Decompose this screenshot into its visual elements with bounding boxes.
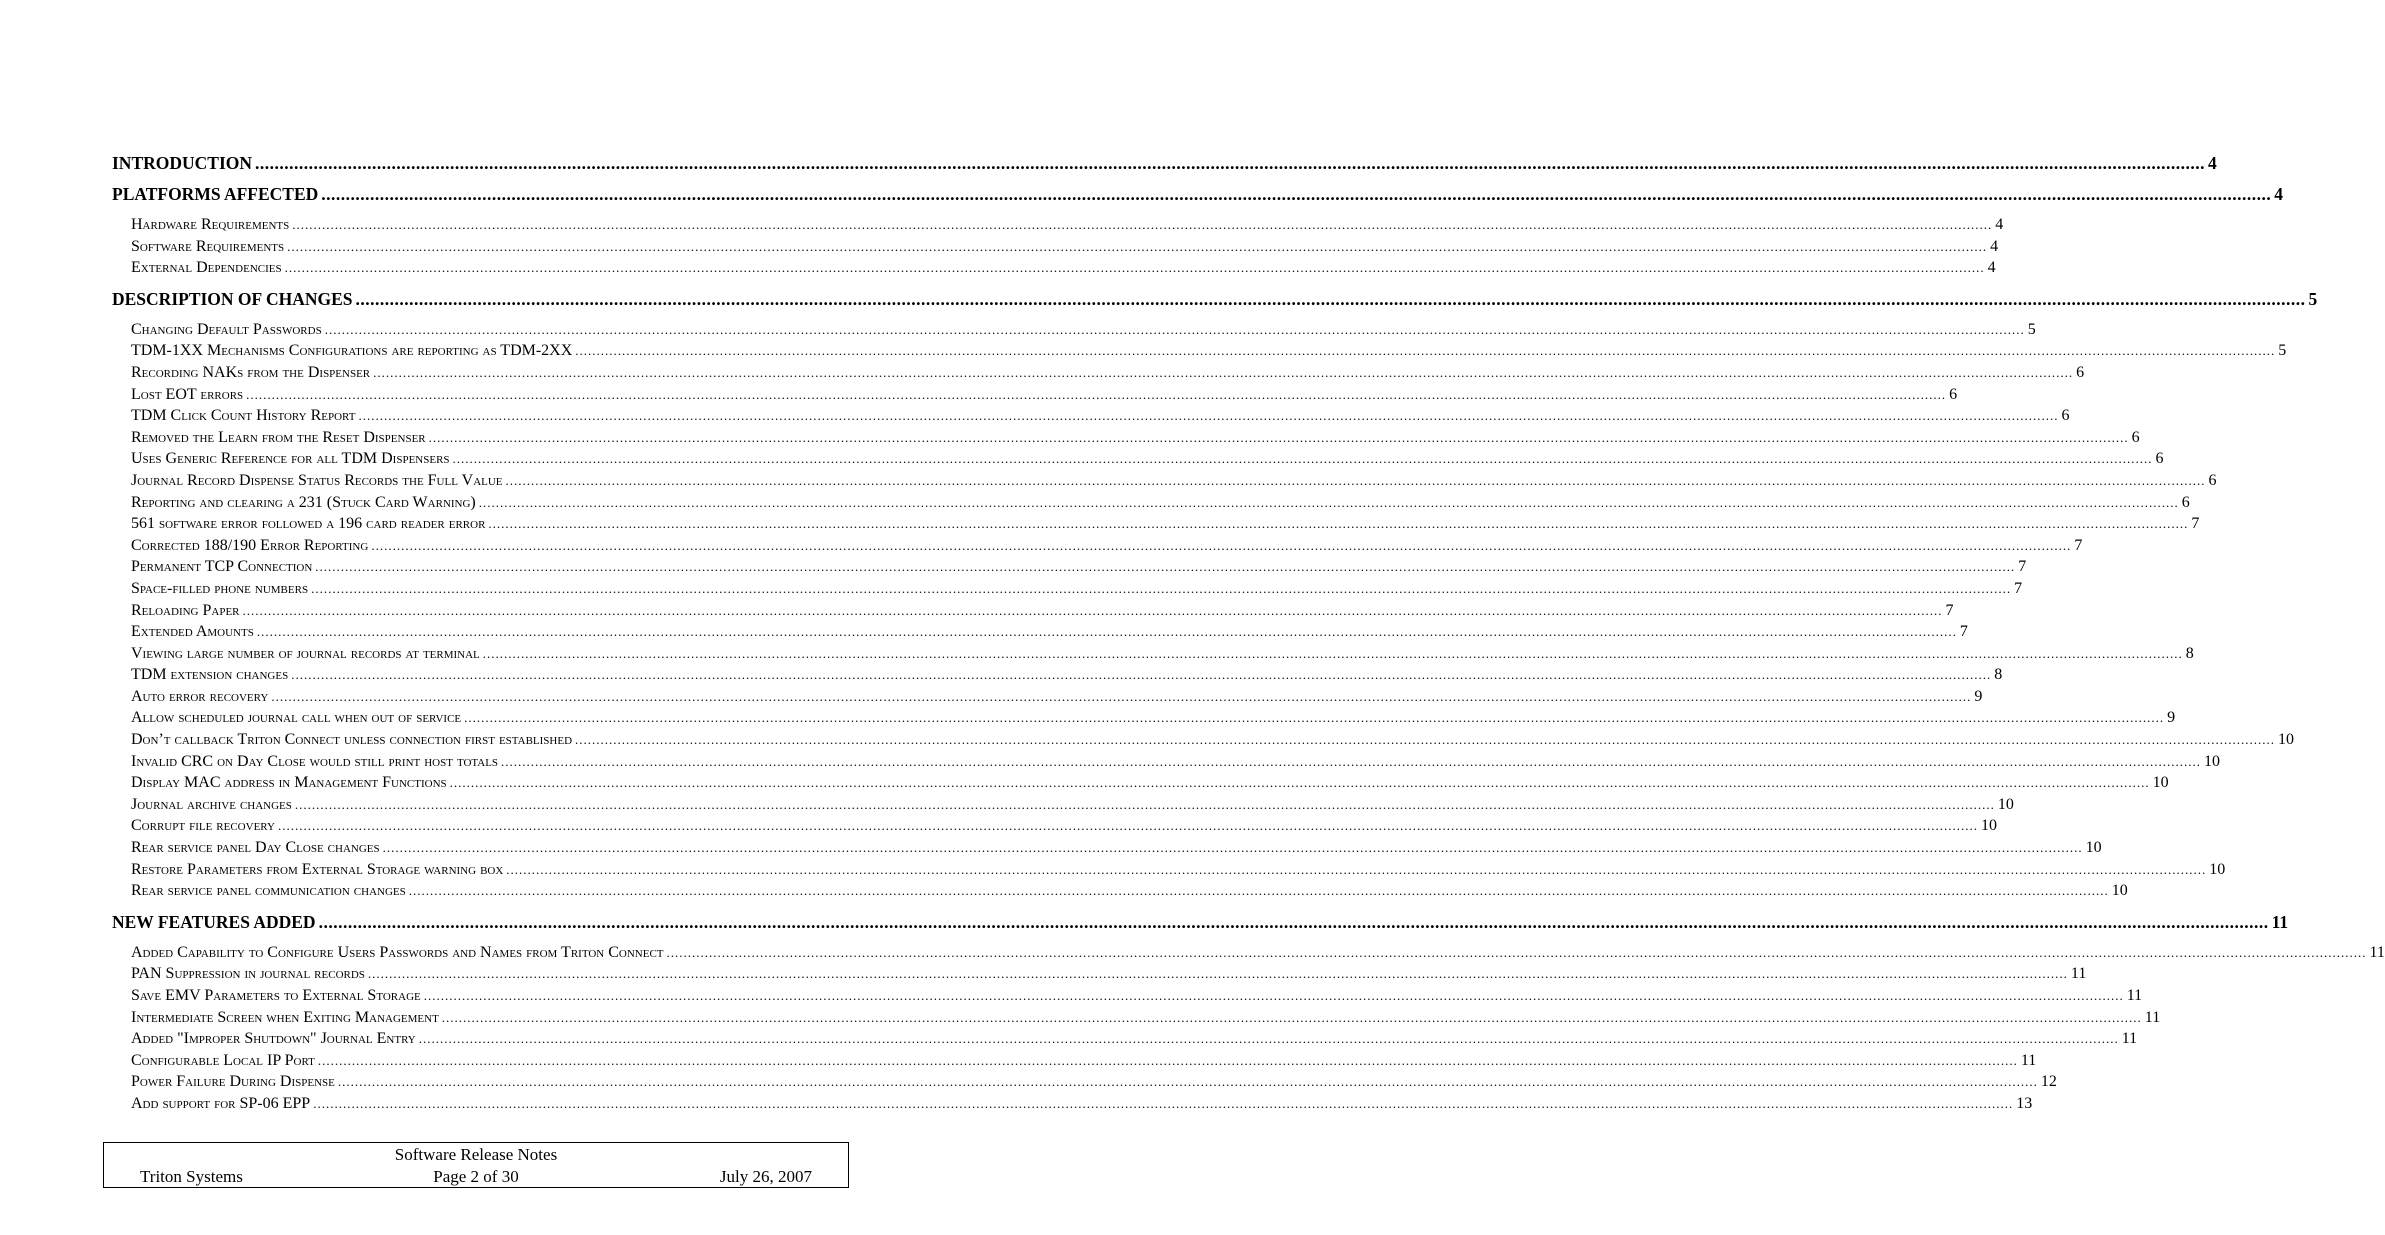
toc-entry-title: INTRODUCTION (112, 153, 253, 173)
toc-entry-title: Software Requirements (131, 237, 285, 255)
toc-section-entry[interactable] (112, 152, 2217, 174)
toc-page-number: 5 (2278, 342, 2287, 360)
toc-subsection-entry[interactable] (112, 729, 2295, 751)
toc-entry-title: Rear service panel Day Close changes (131, 839, 380, 857)
toc-entry-title: Add support for SP-06 EPP (131, 1094, 311, 1112)
toc-dot-leader: ................................................................................................................................................................................................................................................................................................................................................................................................................ (277, 818, 1978, 834)
toc-dot-leader: ................................................................................................................................................................................................................................................................................................................................................................................................................ (355, 288, 2306, 309)
toc-dot-leader: ................................................................................................................................................................................................................................................................................................................................................................................................................ (423, 988, 2124, 1003)
toc-dot-leader: ................................................................................................................................................................................................................................................................................................................................................................................................................ (318, 911, 2269, 932)
toc-subsection-entry[interactable] (112, 664, 2003, 686)
toc-subsection-entry[interactable] (112, 794, 2014, 816)
toc-dot-leader: ................................................................................................................................................................................................................................................................................................................................................................................................................ (256, 624, 1957, 640)
toc-dot-leader: ................................................................................................................................................................................................................................................................................................................................................................................................................ (358, 408, 2059, 424)
toc-page-number: 10 (2278, 731, 2295, 749)
toc-page-number: 7 (1945, 601, 1954, 619)
toc-dot-leader: ................................................................................................................................................................................................................................................................................................................................................................................................................ (311, 580, 2012, 596)
toc-page-number: 10 (2085, 839, 2102, 857)
toc-subsection-entry[interactable] (112, 643, 2194, 665)
toc-subsection-entry[interactable] (112, 1093, 2033, 1115)
toc-page-number: 9 (1974, 687, 1983, 705)
toc-dot-leader: ................................................................................................................................................................................................................................................................................................................................................................................................................ (501, 753, 2202, 769)
toc-dot-leader: ................................................................................................................................................................................................................................................................................................................................................................................................................ (371, 537, 2072, 553)
toc-subsection-entry[interactable] (112, 427, 2140, 449)
toc-entry-title: Permanent TCP Connection (131, 558, 313, 576)
toc-page-number: 10 (2111, 882, 2128, 900)
toc-entry-title: TDM-1XX Mechanisms Configurations are reporting as TDM-2XX (131, 342, 573, 360)
toc-page-number: 13 (2016, 1094, 2033, 1112)
toc-dot-leader: ................................................................................................................................................................................................................................................................................................................................................................................................................ (666, 944, 2367, 960)
table-of-contents (112, 152, 2385, 1115)
toc-dot-leader: ................................................................................................................................................................................................................................................................................................................................................................................................................ (337, 1074, 2038, 1090)
toc-page-number: 6 (2076, 363, 2085, 381)
toc-entry-title: Removed the Learn from the Reset Dispenser (131, 428, 426, 446)
toc-entry-title: Changing Default Passwords (131, 320, 322, 338)
toc-page-number: 11 (2070, 965, 2087, 983)
footer-date: July 26, 2007 (719, 1167, 812, 1186)
toc-entry-title: Space-filled phone numbers (131, 579, 309, 597)
toc-subsection-entry[interactable] (112, 384, 1958, 406)
toc-subsection-entry[interactable] (112, 448, 2164, 470)
toc-subsection-entry[interactable] (112, 837, 2102, 859)
toc-dot-leader: ................................................................................................................................................................................................................................................................................................................................................................................................................ (449, 775, 2150, 791)
toc-entry-title: Added Capability to Configure Users Passwords and Names from Triton Connect (131, 943, 664, 961)
toc-subsection-entry[interactable] (112, 707, 2176, 729)
toc-page-number: 7 (2074, 536, 2083, 554)
toc-entry-title: Invalid CRC on Day Close would still print host totals (131, 752, 499, 770)
toc-page-number: 11 (2271, 911, 2289, 932)
toc-dot-leader: ................................................................................................................................................................................................................................................................................................................................................................................................................ (428, 429, 2129, 445)
toc-dot-leader: ................................................................................................................................................................................................................................................................................................................................................................................................................ (478, 494, 2179, 510)
toc-page-number: 4 (2208, 153, 2217, 173)
toc-page-number: 4 (1990, 237, 1999, 255)
toc-dot-leader: ................................................................................................................................................................................................................................................................................................................................................................................................................ (284, 260, 1985, 276)
toc-dot-leader: ................................................................................................................................................................................................................................................................................................................................................................................................................ (464, 710, 2165, 726)
toc-page-number: 6 (2131, 428, 2140, 446)
toc-subsection-entry[interactable] (112, 985, 2143, 1007)
toc-entry-title: Added "Improper Shutdown" Journal Entry (131, 1030, 416, 1048)
toc-dot-leader: ................................................................................................................................................................................................................................................................................................................................................................................................................ (418, 1031, 2119, 1047)
toc-entry-title: Journal Record Dispense Status Records the Full Value (131, 471, 503, 489)
toc-entry-title: 561 software error followed a 196 card reader error (131, 515, 486, 533)
toc-page-number: 10 (2152, 774, 2169, 792)
toc-page-number: 7 (2014, 579, 2023, 597)
toc-subsection-entry[interactable] (112, 942, 2385, 964)
toc-dot-leader: ................................................................................................................................................................................................................................................................................................................................................................................................................ (291, 667, 1992, 683)
toc-dot-leader: ................................................................................................................................................................................................................................................................................................................................................................................................................ (408, 883, 2109, 899)
toc-entry-title: Reporting and clearing a 231 (Stuck Card Warning) (131, 493, 476, 511)
toc-entry-title: Corrected 188/190 Error Reporting (131, 536, 369, 554)
toc-entry-title: PLATFORMS AFFECTED (112, 184, 319, 204)
toc-subsection-entry[interactable] (112, 405, 2070, 427)
toc-dot-leader: ................................................................................................................................................................................................................................................................................................................................................................................................................ (246, 386, 1947, 402)
toc-subsection-entry[interactable] (112, 362, 2085, 384)
toc-subsection-entry[interactable] (112, 772, 2169, 794)
toc-page-number: 10 (2204, 752, 2221, 770)
toc-entry-title: Recording NAKs from the Dispenser (131, 363, 371, 381)
toc-entry-title: Rear service panel communication changes (131, 882, 406, 900)
toc-dot-leader: ................................................................................................................................................................................................................................................................................................................................................................................................................ (382, 840, 2083, 856)
toc-dot-leader: ................................................................................................................................................................................................................................................................................................................................................................................................................ (271, 688, 1972, 704)
toc-subsection-entry[interactable] (112, 319, 2036, 341)
toc-page-number: 6 (2155, 450, 2164, 468)
toc-subsection-entry[interactable] (112, 1071, 2057, 1093)
toc-section-entry[interactable] (112, 911, 2289, 933)
toc-entry-title: PAN Suppression in journal records (131, 965, 365, 983)
toc-subsection-entry[interactable] (112, 257, 1996, 279)
footer-doc-title: Software Release Notes (394, 1145, 558, 1164)
toc-subsection-entry[interactable] (112, 236, 1999, 258)
toc-entry-title: Extended Amounts (131, 623, 254, 641)
toc-subsection-entry[interactable] (112, 1050, 2037, 1072)
toc-page-number: 6 (2061, 407, 2070, 425)
toc-dot-leader: ................................................................................................................................................................................................................................................................................................................................................................................................................ (373, 364, 2074, 380)
toc-page-number: 8 (2185, 644, 2194, 662)
toc-subsection-entry[interactable] (112, 1028, 2138, 1050)
toc-subsection-entry[interactable] (112, 535, 2083, 557)
toc-subsection-entry[interactable] (112, 621, 1968, 643)
toc-entry-title: Configurable Local IP Port (131, 1051, 315, 1069)
toc-subsection-entry[interactable] (112, 963, 2087, 985)
toc-subsection-entry[interactable] (112, 492, 2190, 514)
toc-dot-leader: ................................................................................................................................................................................................................................................................................................................................................................................................................ (575, 732, 2276, 748)
toc-subsection-entry[interactable] (112, 815, 1997, 837)
toc-dot-leader: ................................................................................................................................................................................................................................................................................................................................................................................................................ (482, 645, 2183, 661)
toc-subsection-entry[interactable] (112, 880, 2128, 902)
footer-company: Triton Systems (140, 1167, 243, 1186)
toc-page-number: 6 (2208, 471, 2217, 489)
toc-page-number: 4 (2274, 184, 2284, 204)
toc-subsection-entry[interactable] (112, 578, 2023, 600)
toc-subsection-entry[interactable] (112, 859, 2226, 881)
toc-entry-title: Auto error recovery (131, 687, 269, 705)
toc-page-number: 4 (1995, 216, 2004, 233)
toc-dot-leader: ................................................................................................................................................................................................................................................................................................................................................................................................................ (367, 966, 2068, 982)
toc-page-number: 7 (1959, 623, 1968, 641)
toc-dot-leader: ................................................................................................................................................................................................................................................................................................................................................................................................................ (488, 516, 2189, 532)
toc-dot-leader: ................................................................................................................................................................................................................................................................................................................................................................................................................ (506, 861, 2207, 877)
toc-page-number: 11 (2121, 1030, 2138, 1048)
toc-entry-title: External Dependencies (131, 259, 282, 277)
toc-entry-title: Lost EOT errors (131, 385, 244, 403)
toc-dot-leader: ................................................................................................................................................................................................................................................................................................................................................................................................................ (452, 451, 2153, 467)
toc-subsection-entry[interactable] (112, 340, 2287, 362)
toc-dot-leader: ................................................................................................................................................................................................................................................................................................................................................................................................................ (505, 472, 2206, 488)
toc-page-number: 9 (2167, 709, 2176, 727)
toc-dot-leader: ................................................................................................................................................................................................................................................................................................................................................................................................................ (321, 184, 2272, 204)
toc-subsection-entry[interactable] (112, 214, 2004, 236)
toc-dot-leader: ................................................................................................................................................................................................................................................................................................................................................................................................................ (242, 602, 1943, 618)
toc-page-number: 11 (2126, 987, 2143, 1004)
toc-page-number: 11 (2369, 943, 2385, 961)
toc-entry-title: Display MAC address in Management Functions (131, 774, 447, 792)
toc-subsection-entry[interactable] (112, 556, 2027, 578)
toc-entry-title: Allow scheduled journal call when out of service (131, 709, 462, 727)
toc-section-entry[interactable] (112, 288, 2318, 310)
toc-subsection-entry[interactable] (112, 1007, 2161, 1029)
toc-entry-title: Corrupt file recovery (131, 817, 275, 835)
toc-entry-title: Don’t callback Triton Connect unless connection first established (131, 731, 573, 749)
toc-page-number: 11 (2020, 1051, 2037, 1069)
toc-entry-title: Viewing large number of journal records at terminal (131, 644, 480, 662)
toc-page-number: 10 (1997, 795, 2014, 813)
toc-dot-leader: ................................................................................................................................................................................................................................................................................................................................................................................................................ (287, 238, 1988, 254)
toc-subsection-entry[interactable] (112, 470, 2217, 492)
toc-page-number: 11 (2144, 1008, 2161, 1026)
toc-entry-title: DESCRIPTION OF CHANGES (112, 288, 353, 309)
toc-entry-title: Uses Generic Reference for all TDM Dispensers (131, 450, 450, 468)
toc-dot-leader: ................................................................................................................................................................................................................................................................................................................................................................................................................ (441, 1009, 2142, 1025)
toc-entry-title: Power Failure During Dispense (131, 1073, 335, 1091)
toc-dot-leader: ................................................................................................................................................................................................................................................................................................................................................................................................................ (292, 217, 1993, 232)
toc-page-number: 8 (1994, 666, 2003, 684)
toc-dot-leader: ................................................................................................................................................................................................................................................................................................................................................................................................................ (255, 153, 2206, 173)
toc-page-number: 6 (2181, 493, 2190, 511)
toc-entry-title: TDM extension changes (131, 666, 289, 684)
toc-entry-title: TDM Click Count History Report (131, 407, 356, 425)
toc-page-number: 10 (1980, 817, 1997, 835)
footer-page-number: Page 2 of 30 (433, 1167, 519, 1186)
toc-subsection-entry[interactable] (112, 751, 2221, 773)
toc-section-entry[interactable] (112, 183, 2284, 205)
toc-dot-leader: ................................................................................................................................................................................................................................................................................................................................................................................................................ (315, 559, 2016, 575)
toc-dot-leader: ................................................................................................................................................................................................................................................................................................................................................................................................................ (313, 1095, 2014, 1111)
toc-entry-title: Save EMV Parameters to External Storage (131, 987, 421, 1004)
page-footer (103, 1142, 849, 1188)
toc-page-number: 12 (2040, 1073, 2057, 1091)
toc-entry-title: Reloading Paper (131, 601, 240, 619)
toc-dot-leader: ................................................................................................................................................................................................................................................................................................................................................................................................................ (324, 321, 2025, 337)
toc-dot-leader: ................................................................................................................................................................................................................................................................................................................................................................................................................ (317, 1052, 2018, 1068)
toc-dot-leader: ................................................................................................................................................................................................................................................................................................................................................................................................................ (575, 343, 2276, 359)
toc-page-number: 5 (2027, 320, 2036, 338)
toc-entry-title: Intermediate Screen when Exiting Management (131, 1008, 439, 1026)
toc-page-number: 10 (2209, 860, 2226, 878)
toc-page-number: 4 (1987, 259, 1996, 277)
toc-entry-title: NEW FEATURES ADDED (112, 911, 316, 932)
toc-subsection-entry[interactable] (112, 513, 2200, 535)
toc-dot-leader: ................................................................................................................................................................................................................................................................................................................................................................................................................ (294, 796, 1995, 812)
toc-entry-title: Journal archive changes (131, 795, 292, 813)
toc-page-number: 7 (2018, 558, 2027, 576)
toc-page-number: 5 (2308, 288, 2318, 309)
toc-page-number: 6 (1949, 385, 1958, 403)
toc-entry-title: Hardware Requirements (131, 216, 290, 233)
toc-subsection-entry[interactable] (112, 686, 1983, 708)
toc-page-number: 7 (2191, 515, 2200, 533)
toc-entry-title: Restore Parameters from External Storage warning box (131, 860, 504, 878)
toc-subsection-entry[interactable] (112, 600, 1954, 622)
